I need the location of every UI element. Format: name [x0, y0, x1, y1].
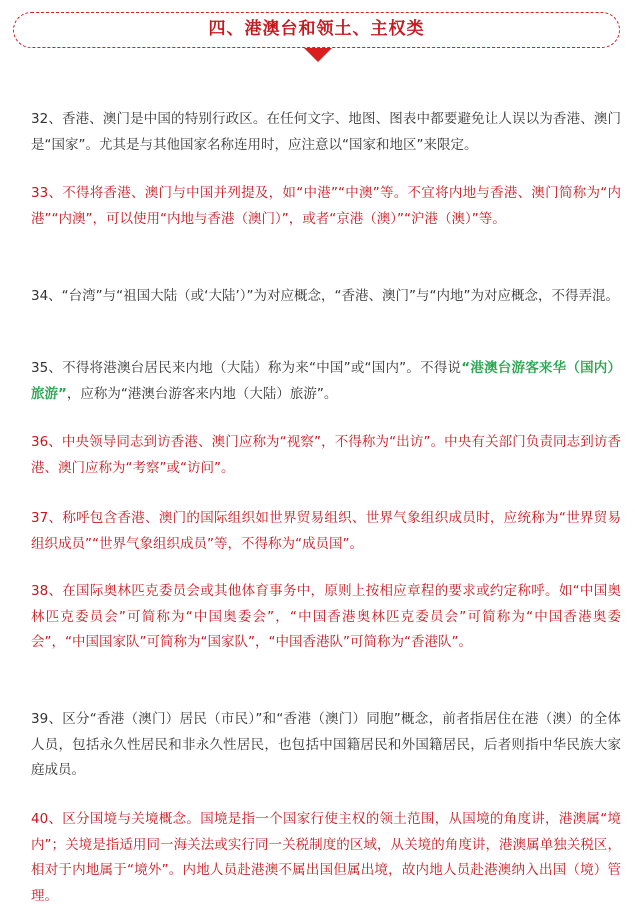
paragraph-35-text-after: ，应称为“港澳台游客来内地（大陆）旅游”。 — [66, 385, 338, 402]
paragraph-32: 32、香港、澳门是中国的特别行政区。在任何文字、地图、图表中都要避免让人误以为香港、澳门是“国家”。尤其是与其他国家名称连用时，应注意以“国家和地区”来限定。 — [31, 111, 621, 153]
section-title: 四、港澳台和领土、主权类 — [208, 19, 425, 39]
paragraph-33: 33、不得将香港、澳门与中国并列提及，如“中港”“中澳”等。不宜将内地与香港、澳门简称为“内港”“内澳”，可以使用“内地与香港（澳门）”，或者“京港（澳）”“沪港（澳）”等。 — [31, 185, 621, 227]
paragraph-40: 40、区分国境与关境概念。国境是指一个国家行使主权的领土范围，从国境的角度讲，港澳属“境内”；关境是指适用同一海关法或实行同一关税制度的区域，从关境的角度讲，港澳属单独关税区，相对于内地属于“境外”。内地人员赴港澳不属出国但属出境，故内地人员赴港澳纳入出国（境）管理。 — [31, 811, 621, 904]
paragraph-35 — [31, 356, 621, 407]
section-header — [13, 12, 620, 48]
paragraph-34: 34、“台湾”与“祖国大陆（或‘大陆’）”为对应概念，“香港、澳门”与“内地”为对应概念，不得弄混。 — [31, 288, 619, 304]
paragraph-35-highlight: “港澳台游客来华（国内）旅游” — [31, 360, 622, 402]
paragraph-39: 39、区分“香港（澳门）居民（市民）”和“香港（澳门）同胞”概念，前者指居住在港（澳）的全体人员，包括永久性居民和非永久性居民，也包括中国籍居民和外国籍居民，后者则指中华民族大家庭成员。 — [31, 711, 621, 778]
paragraph-36: 36、中央领导同志到访香港、澳门应称为“视察”，不得称为“出访”。中央有关部门负责同志到访香港、澳门应称为“考察”或“访问”。 — [31, 434, 621, 476]
paragraph-35-text-before: 35、不得将港澳台居民来内地（大陆）称为来“中国”或“国内”。不得说 — [31, 360, 462, 376]
paragraph-38: 38、在国际奥林匹克委员会或其他体育事务中，原则上按相应章程的要求或约定称呼。如“中国奥林匹克委员会”可简称为“中国奥委会”，“中国香港奥林匹克委员会”可简称为“中国香港奥委会”，“中国国家队”可简称为“国家队”，“中国香港队”可简称为“香港队”。 — [31, 583, 621, 650]
paragraph-37: 37、称呼包含香港、澳门的国际组织如世界贸易组织、世界气象组织成员时，应统称为“世界贸易组织成员”“世界气象组织成员”等，不得称为“成员国”。 — [31, 510, 621, 552]
header-arrow-icon — [304, 48, 332, 62]
